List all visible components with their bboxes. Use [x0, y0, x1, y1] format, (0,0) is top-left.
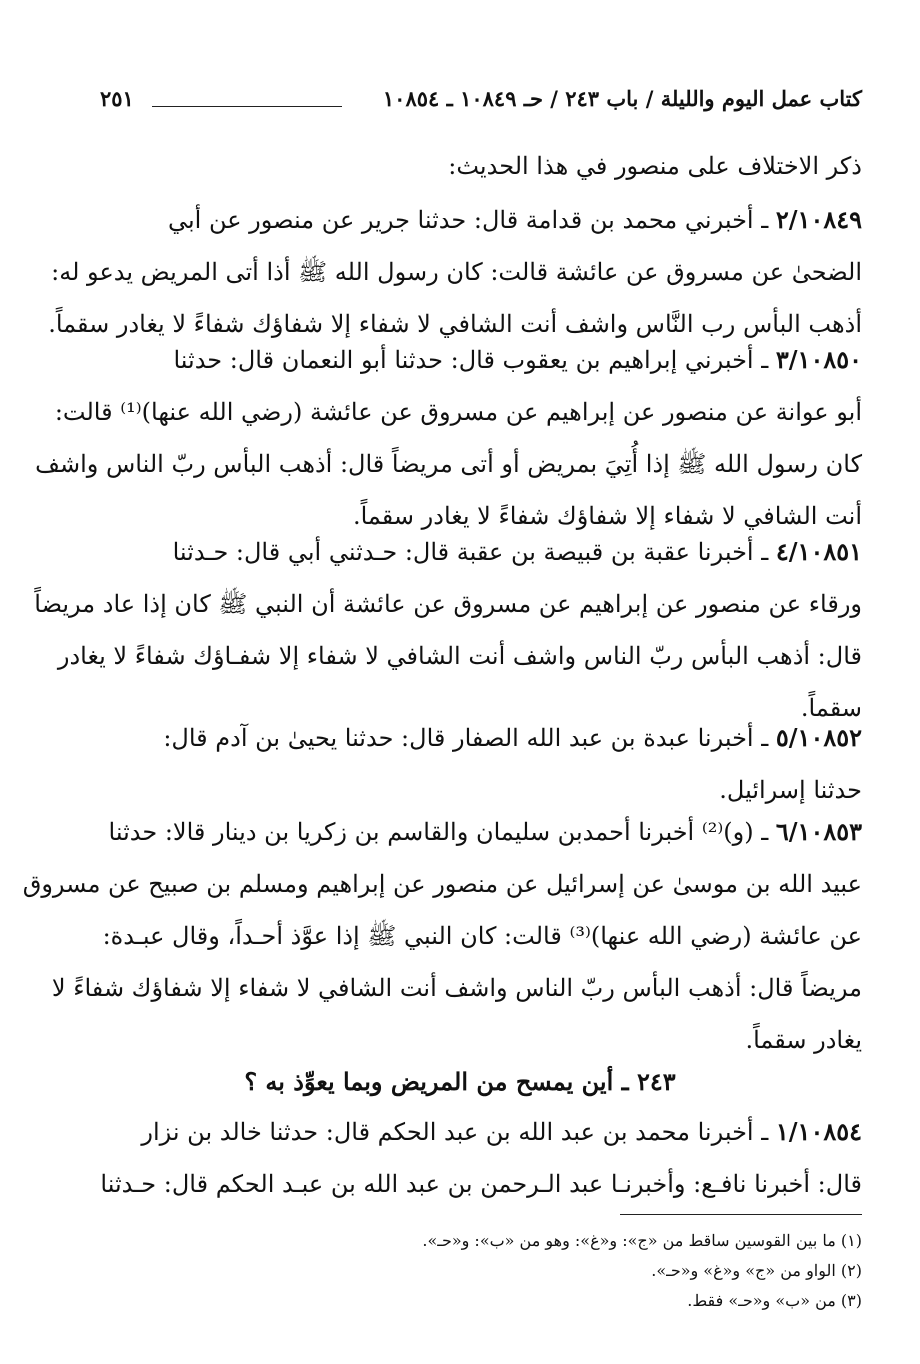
text-line-content: ـ أخبرنا عقبة بن قبيصة بن عقبة قال: حـدثني أبي قال: حـدثنا: [172, 538, 769, 566]
text-line: عبيد الله بن موسىٰ عن إسرائيل عن منصور عن إبراهيم ومسلم بن صبيح عن مسروق: [22, 870, 862, 898]
text-line: [104, 1106, 862, 1158]
hadith-paragraph: [22, 806, 862, 1066]
hadith-number: ٤/١٠٨٥١: [775, 537, 862, 566]
footnotes: [102, 1226, 862, 1316]
text-line: قال: أخبرنا نافـع: وأخبرنـا عبد الـرحمن بن عبد الله بن عبـد الحكم قال: حـدثنا: [100, 1170, 862, 1198]
header-title: كتاب عمل اليوم والليلة / باب ٢٤٣ / حـ ١٠٨٤٩ ـ ١٠٨٥٤: [382, 86, 862, 111]
text-line: سقماً.: [800, 694, 862, 722]
text-line: [104, 334, 862, 386]
hadith-number: ٢/١٠٨٤٩: [775, 205, 862, 234]
intro-line: ذكر الاختلاف على منصور في هذا الحديث:: [448, 152, 862, 180]
page-number: ٢٥١: [100, 86, 134, 111]
hadith-number: ١/١٠٨٥٤: [775, 1117, 862, 1146]
hadith-paragraph: [35, 334, 862, 542]
running-header: [100, 86, 862, 120]
text-line: أبو عوانة عن منصور عن إبراهيم عن مسروق عن عائشة (رضي الله عنها)⁽¹⁾ قالت:: [54, 398, 862, 426]
text-line-content: ـ أخبرنا عبدة بن عبد الله الصفار قال: حدثنا يحيىٰ بن آدم قال:: [163, 724, 769, 752]
hadith-paragraph: [34, 526, 862, 734]
hadith-number: ٣/١٠٨٥٠: [775, 345, 862, 374]
text-line-content: ـ أخبرني إبراهيم بن يعقوب قال: حدثنا أبو النعمان قال: حدثنا: [173, 346, 769, 374]
hadith-number: ٥/١٠٨٥٢: [775, 723, 862, 752]
text-line-content: ـ (و)⁽²⁾ أخبرنا أحمدبن سليمان والقاسم بن زكريا بن دينار قالا: حدثنا: [108, 818, 769, 846]
text-line: أذهب البأس رب النَّاس واشف أنت الشافي لا شفاء إلا شفاؤك شفاءً لا يغادر سقماً.: [48, 310, 862, 338]
text-line: [104, 194, 862, 246]
text-line: قال: أذهب البأس ربّ الناس واشف أنت الشافي لا شفاء إلا شفـاؤك شفاءً لا يغادر: [57, 642, 862, 670]
text-line: [104, 526, 862, 578]
text-line: الضحىٰ عن مسروق عن عائشة قالت: كان رسول الله ﷺ أذا أتى المريض يدعو له:: [51, 258, 862, 286]
section-heading: ٢٤٣ ـ أين يمسح من المريض وبما يعوِّذ به ؟: [244, 1067, 676, 1096]
text-line: عن عائشة (رضي الله عنها)⁽³⁾ قالت: كان النبي ﷺ إذا عوَّذ أحـداً، وقال عبـدة:: [102, 922, 862, 950]
text-line: [104, 712, 862, 764]
footnote: (١) ما بين القوسين ساقط من «ج»: و«غ»: وهو من «ب»: و«حـ».: [422, 1231, 862, 1250]
text-line: [104, 806, 862, 858]
intro-paragraph: [104, 140, 862, 192]
text-line-content: ـ أخبرني محمد بن قدامة قال: حدثنا جرير عن منصور عن أبي: [167, 206, 769, 234]
hadith-number: ٦/١٠٨٥٣: [775, 817, 862, 846]
text-line: كان رسول الله ﷺ إذا أُتِيَ بمريض أو أتى مريضاً قال: أذهب البأس ربّ الناس واشف: [35, 450, 862, 478]
text-line: يغادر سقماً.: [745, 1026, 862, 1054]
header-rule: [152, 106, 342, 107]
footnote: (٢) الواو من «ج» و«غ» و«حـ».: [651, 1261, 862, 1280]
hadith-paragraph: [104, 712, 862, 816]
hadith-paragraph: [100, 1106, 862, 1210]
text-line: مريضاً قال: أذهب البأس ربّ الناس واشف أنت الشافي لا شفاء إلا شفاؤك شفاءً لا: [51, 974, 862, 1002]
text-line-content: ـ أخبرنا محمد بن عبد الله بن عبد الحكم قال: حدثنا خالد بن نزار: [141, 1118, 769, 1146]
text-line: حدثنا إسرائيل.: [719, 776, 862, 804]
text-line: ورقاء عن منصور عن إبراهيم عن مسروق عن عائشة أن النبي ﷺ كان إذا عاد مريضاً: [34, 590, 862, 618]
footnote-rule: [620, 1214, 862, 1215]
footnote: (٣) من «ب» و«حـ» فقط.: [687, 1291, 862, 1310]
text-line: أنت الشافي لا شفاء إلا شفاؤك شفاءً لا يغادر سقماً.: [352, 502, 862, 530]
hadith-paragraph: [48, 194, 862, 350]
